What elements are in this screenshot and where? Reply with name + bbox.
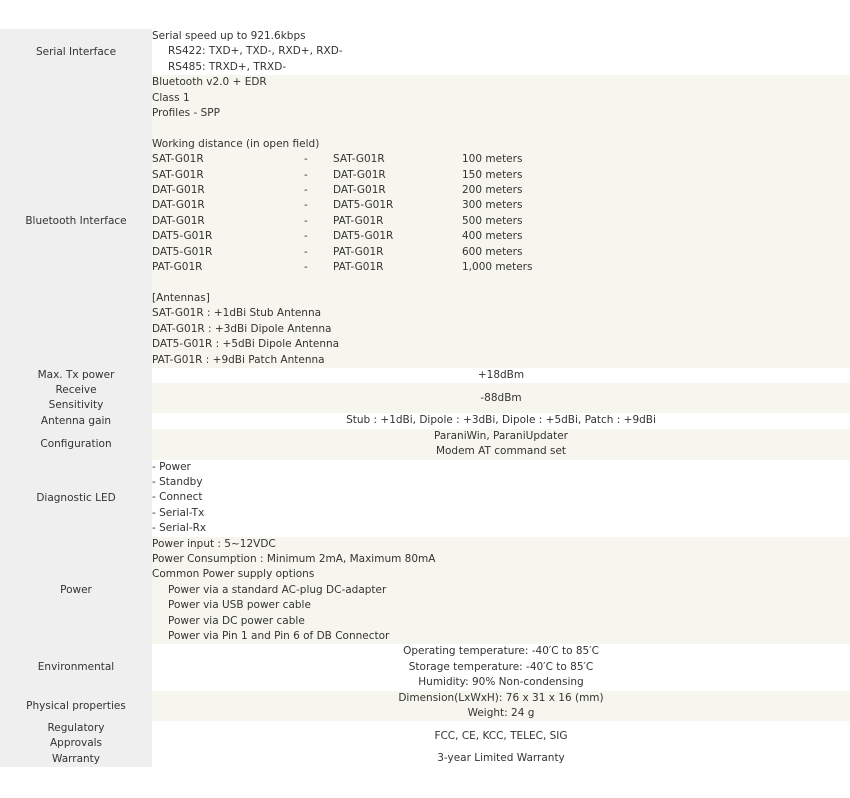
env-line: Operating temperature: -40′C to 85′C (403, 645, 599, 658)
value-serial-interface (152, 29, 850, 75)
distance-row (152, 198, 850, 213)
value-environmental (152, 644, 850, 690)
led-item: - Standby (152, 475, 203, 488)
label-power: Power (0, 537, 152, 645)
label-receive-sensitivity (0, 383, 152, 413)
row-configuration (0, 429, 850, 460)
label-environmental: Environmental (0, 644, 152, 690)
distance-row (152, 245, 850, 260)
distance-value: 600 meters (462, 245, 523, 258)
bt-version: Bluetooth v2.0 + EDR (152, 76, 267, 89)
label-line: Sensitivity (48, 399, 104, 412)
label-physical-properties: Physical properties (0, 691, 152, 722)
power-option: Power via USB power cable (168, 599, 311, 612)
antenna-item: DAT-G01R : +3dBi Dipole Antenna (152, 322, 332, 335)
device-b: PAT-G01R (333, 261, 384, 274)
led-item: - Connect (152, 491, 203, 504)
separator: - (304, 261, 308, 274)
row-physical-properties (0, 691, 850, 722)
device-b: DAT-G01R (333, 184, 386, 197)
device-b: DAT5-G01R (333, 230, 394, 243)
device-a: SAT-G01R (152, 153, 204, 166)
antenna-item: PAT-G01R : +9dBi Patch Antenna (152, 353, 325, 366)
distance-row (152, 214, 850, 229)
value-antenna-gain: Stub : +1dBi, Dipole : +3dBi, Dipole : +5dBi, Patch : +9dBi (346, 414, 656, 427)
value-power (152, 537, 850, 645)
row-power (0, 537, 850, 645)
row-receive-sensitivity (0, 383, 850, 413)
distance-value: 500 meters (462, 214, 523, 227)
label-line: Regulatory (47, 722, 105, 735)
distance-title: Working distance (in open field) (152, 137, 320, 150)
device-b: PAT-G01R (333, 245, 384, 258)
value-configuration (152, 429, 850, 460)
led-item: - Serial-Rx (152, 522, 207, 535)
row-bluetooth-interface (0, 75, 850, 368)
env-line: Storage temperature: -40′C to 85′C (408, 660, 594, 673)
serial-speed: Serial speed up to 921.6kbps (152, 30, 306, 42)
spec-table (0, 29, 850, 767)
separator: - (304, 214, 308, 227)
value-regulatory-approvals: FCC, CE, KCC, TELEC, SIG (434, 729, 568, 742)
config-line: Modem AT command set (435, 445, 567, 458)
separator: - (304, 199, 308, 212)
distance-value: 200 meters (462, 184, 523, 197)
value-bluetooth-interface (152, 75, 850, 368)
distance-value: 100 meters (462, 153, 523, 166)
label-line: Receive (55, 384, 97, 397)
distance-list (152, 152, 850, 275)
row-warranty (0, 751, 850, 766)
distance-row (152, 229, 850, 244)
label-bluetooth-interface: Bluetooth Interface (0, 75, 152, 368)
device-b: DAT-G01R (333, 168, 386, 181)
device-a: SAT-G01R (152, 168, 204, 181)
led-item: - Serial-Tx (152, 506, 205, 519)
serial-rs422: RS422: TXD+, TXD-, RXD+, RXD- (168, 45, 343, 58)
antenna-item: SAT-G01R : +1dBi Stub Antenna (152, 307, 322, 320)
env-line: Humidity: 90% Non-condensing (418, 676, 584, 689)
device-a: PAT-G01R (152, 261, 203, 274)
device-a: DAT5-G01R (152, 230, 213, 243)
row-max-tx-power (0, 368, 850, 383)
antenna-item: DAT5-G01R : +5dBi Dipole Antenna (152, 338, 340, 351)
bt-class: Class 1 (152, 91, 190, 104)
distance-row (152, 260, 850, 275)
config-line: ParaniWin, ParaniUpdater (434, 429, 568, 442)
distance-row (152, 152, 850, 167)
separator: - (304, 168, 308, 181)
row-regulatory-approvals (0, 721, 850, 751)
distance-value: 150 meters (462, 168, 523, 181)
label-line: Approvals (49, 737, 103, 750)
serial-rs485: RS485: TRXD+, TRXD- (168, 60, 287, 73)
label-configuration: Configuration (0, 429, 152, 460)
value-receive-sensitivity: -88dBm (152, 383, 850, 413)
device-a: DAT-G01R (152, 214, 205, 227)
power-line: Common Power supply options (152, 568, 315, 581)
value-max-tx-power: +18dBm (477, 368, 525, 381)
device-a: DAT-G01R (152, 199, 205, 212)
power-option: Power via DC power cable (168, 614, 305, 627)
antennas-title: [Antennas] (152, 291, 210, 304)
power-option: Power via a standard AC-plug DC-adapter (168, 583, 387, 596)
bt-profiles: Profiles - SPP (152, 107, 220, 120)
physical-line: Weight: 24 g (467, 707, 535, 720)
separator: - (304, 245, 308, 258)
device-b: DAT5-G01R (333, 199, 394, 212)
spacer (152, 275, 850, 290)
physical-line: Dimension(LxWxH): 76 x 31 x 16 (mm) (398, 691, 604, 704)
label-serial-interface: Serial Interface (0, 29, 152, 75)
label-regulatory-approvals (0, 721, 152, 751)
device-b: PAT-G01R (333, 214, 384, 227)
row-environmental (0, 644, 850, 690)
separator: - (304, 230, 308, 243)
label-warranty: Warranty (0, 751, 152, 766)
separator: - (304, 153, 308, 166)
label-max-tx-power: Max. Tx power (0, 368, 152, 383)
row-antenna-gain (0, 413, 850, 428)
power-line: Power input : 5~12VDC (152, 537, 276, 550)
power-option: Power via Pin 1 and Pin 6 of DB Connector (168, 630, 390, 642)
distance-row (152, 183, 850, 198)
label-antenna-gain: Antenna gain (0, 413, 152, 428)
spacer (152, 121, 850, 136)
device-a: DAT5-G01R (152, 245, 213, 258)
value-physical-properties (152, 691, 850, 722)
row-serial-interface (0, 29, 850, 75)
power-line: Power Consumption : Minimum 2mA, Maximum 80mA (152, 552, 436, 565)
value-diagnostic-led (152, 460, 850, 537)
distance-row (152, 168, 850, 183)
distance-value: 400 meters (462, 230, 523, 243)
distance-value: 1,000 meters (462, 261, 533, 274)
value-warranty: 3-year Limited Warranty (437, 752, 565, 765)
device-a: DAT-G01R (152, 184, 205, 197)
separator: - (304, 184, 308, 197)
distance-value: 300 meters (462, 199, 523, 212)
row-diagnostic-led (0, 460, 850, 537)
led-item: - Power (152, 460, 191, 473)
label-diagnostic-led: Diagnostic LED (0, 460, 152, 537)
device-b: SAT-G01R (333, 153, 385, 166)
